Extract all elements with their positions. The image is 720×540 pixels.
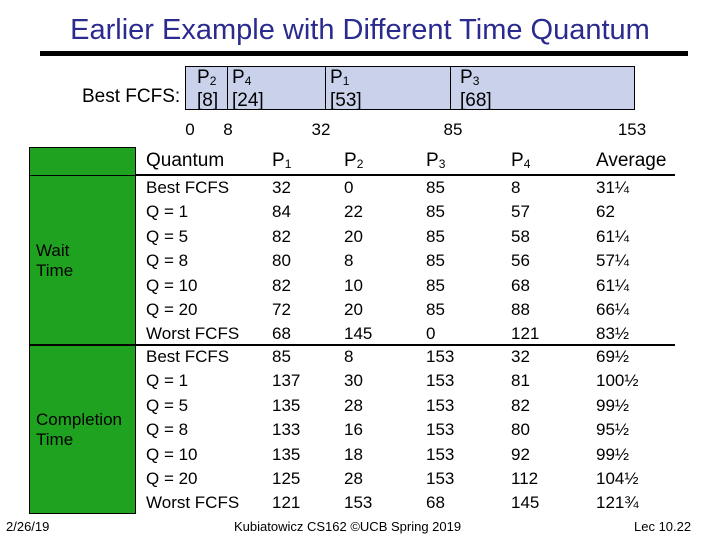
cell-average: 121¾ <box>596 493 639 513</box>
cell-p1: 80 <box>272 251 291 271</box>
header-average: Average <box>596 150 667 171</box>
cell-quantum: Q = 10 <box>146 444 198 464</box>
cell-average: 100½ <box>596 371 639 391</box>
cell-quantum: Q = 10 <box>146 275 198 295</box>
cell-p4: 88 <box>511 300 530 319</box>
cell-quantum: Q = 20 <box>146 469 198 488</box>
cell-p1: 68 <box>272 324 291 344</box>
footer-course: Kubiatowicz CS162 ©UCB Spring 2019 <box>234 519 462 534</box>
cell-p3: 153 <box>426 469 455 488</box>
cell-average: 62 <box>596 202 615 222</box>
gantt-value-p1: [53] <box>330 90 362 111</box>
gantt-tick: 32 <box>311 120 331 139</box>
header-corner-block <box>29 147 136 176</box>
cell-average: 69½ <box>596 347 630 366</box>
cell-p1: 32 <box>272 178 291 197</box>
slide-title: Earlier Example with Different Time Quantum <box>70 14 650 46</box>
cell-p2: 28 <box>344 395 363 415</box>
footer-date: 2/26/19 <box>6 519 50 534</box>
cell-p2: 20 <box>344 226 363 246</box>
header-p4: $P_4$ <box>511 150 531 171</box>
cell-p2: 16 <box>344 420 363 440</box>
title-underline <box>40 51 688 56</box>
cell-p1: 135 <box>272 395 301 415</box>
cell-p2: 18 <box>344 444 363 464</box>
cell-average: 57¼ <box>596 251 630 271</box>
cell-p4: 80 <box>511 420 530 440</box>
gantt-process-p2: $P_2$ <box>197 67 217 88</box>
cell-average: 31¼ <box>596 178 630 197</box>
gantt-value-p3: [68] <box>460 90 492 111</box>
cell-p3: 85 <box>426 178 445 197</box>
cell-quantum: Best FCFS <box>146 178 230 197</box>
cell-quantum: Worst FCFS <box>146 324 240 344</box>
cell-p3: 153 <box>426 444 455 464</box>
cell-p2: 10 <box>344 275 363 295</box>
cell-p3: 153 <box>426 395 455 415</box>
cell-p4: 112 <box>511 469 539 488</box>
cell-p4: 121 <box>511 324 540 344</box>
cell-average: 83½ <box>596 324 630 344</box>
cell-p4: 81 <box>511 371 530 391</box>
cell-p2: 30 <box>344 371 363 391</box>
cell-quantum: Q = 8 <box>146 251 189 271</box>
cell-average: 66¼ <box>596 300 630 319</box>
header-p1: $P_1$ <box>272 150 292 171</box>
cell-quantum: Q = 1 <box>146 371 189 391</box>
cell-average: 61¼ <box>596 275 630 295</box>
cell-p2: 153 <box>344 493 373 513</box>
cell-p4: 82 <box>511 395 530 415</box>
cell-p1: 121 <box>272 493 301 513</box>
gantt-tick: 8 <box>223 120 233 139</box>
cell-quantum: Q = 20 <box>146 300 198 319</box>
cell-average: 99½ <box>596 444 630 464</box>
cell-quantum: Q = 5 <box>146 395 189 415</box>
cell-average: 95½ <box>596 420 630 440</box>
cell-quantum: Q = 5 <box>146 226 189 246</box>
cell-p2: 0 <box>344 178 354 197</box>
cell-p2: 8 <box>344 251 354 271</box>
gantt-tick: 153 <box>617 120 647 139</box>
cell-p1: 82 <box>272 226 291 246</box>
cell-p3: 68 <box>426 493 445 513</box>
cell-p1: 125 <box>272 469 301 488</box>
header-p3: $P_3$ <box>426 150 446 171</box>
cell-p4: 145 <box>511 493 540 513</box>
cell-p1: 84 <box>272 202 291 222</box>
cell-p1: 85 <box>272 347 291 366</box>
cell-p4: 8 <box>511 178 521 197</box>
cell-p3: 85 <box>426 275 445 295</box>
cell-quantum: Worst FCFS <box>146 493 240 513</box>
gantt-tick: 85 <box>443 120 463 139</box>
gantt-value-p2: [8] <box>197 90 219 111</box>
gantt-value-p4: [24] <box>232 90 264 111</box>
cell-p4: 58 <box>511 226 530 246</box>
cell-p1: 135 <box>272 444 301 464</box>
wait-time-label: Wait Time <box>36 241 74 280</box>
gantt-label: Best FCFS: <box>82 86 181 107</box>
cell-p4: 68 <box>511 275 530 295</box>
cell-p2: 8 <box>344 347 354 366</box>
cell-p3: 153 <box>426 420 455 440</box>
cell-p3: 85 <box>426 226 445 246</box>
cell-average: 99½ <box>596 395 630 415</box>
gantt-process-p3: $P_3$ <box>460 67 480 88</box>
cell-p3: 85 <box>426 202 445 222</box>
cell-average: 104½ <box>596 469 639 488</box>
cell-quantum: Best FCFS <box>146 347 230 366</box>
cell-p2: 145 <box>344 324 373 344</box>
header-quantum: Quantum <box>146 150 225 171</box>
cell-p2: 20 <box>344 300 363 319</box>
cell-p1: 133 <box>272 420 301 440</box>
cell-p3: 153 <box>426 371 455 391</box>
footer-page-number: Lec 10.22 <box>634 519 692 534</box>
cell-p4: 92 <box>511 444 530 464</box>
header-p2: $P_2$ <box>344 150 364 171</box>
cell-p3: 153 <box>426 347 455 366</box>
gantt-process-p1: $P_1$ <box>330 67 350 88</box>
gantt-tick: 0 <box>185 120 195 139</box>
cell-average: 61¼ <box>596 226 630 246</box>
cell-p2: 22 <box>344 202 363 222</box>
cell-p1: 137 <box>272 371 301 391</box>
gantt-process-p4: $P_4$ <box>232 67 252 88</box>
cell-p3: 85 <box>426 300 445 319</box>
cell-p4: 57 <box>511 202 530 222</box>
cell-p3: 0 <box>426 324 436 344</box>
completion-time-label: Completion Time <box>36 410 122 449</box>
cell-p1: 72 <box>272 300 291 319</box>
cell-p1: 82 <box>272 275 291 295</box>
cell-p4: 32 <box>511 347 530 366</box>
cell-p3: 85 <box>426 251 445 271</box>
cell-p2: 28 <box>344 469 363 488</box>
cell-p4: 56 <box>511 251 530 271</box>
cell-quantum: Q = 1 <box>146 202 189 222</box>
cell-quantum: Q = 8 <box>146 420 189 440</box>
